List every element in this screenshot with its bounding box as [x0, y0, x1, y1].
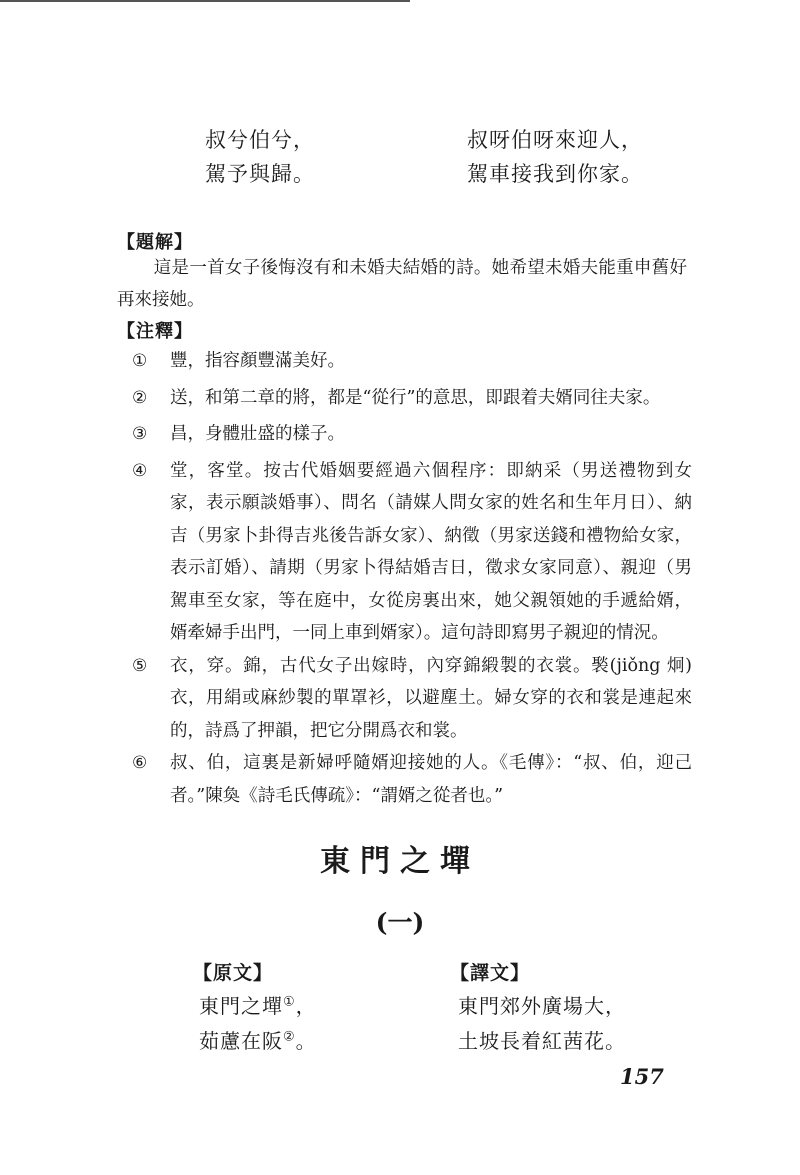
note-item	[132, 650, 692, 748]
note-number: ②	[132, 387, 148, 408]
tijie-label: 【題解】	[117, 232, 193, 253]
note-item	[132, 455, 692, 650]
note-text: 昌，身體壯盛的樣子。	[170, 424, 345, 444]
note-text: 送，和第二章的將，都是“從行”的意思，即跟着夫婿同往夫家。	[170, 387, 661, 408]
poem-title: 東門之墠	[320, 844, 480, 879]
poem-part-number: (一)	[375, 908, 425, 937]
note-item	[132, 747, 692, 812]
note-text: 堂，客堂。按古代婚姻要經過六個程序：即納采（男送禮物到女家，表示願談婚事）、問名（請媒人問女家的姓名和生年月日）、納吉（男家卜卦得吉兆後告訴女家）、納徵（男家送錢和禮物給女家，表示訂婚）、請期（男家卜得結婚吉日，徵求女家同意）、親迎（男駕車至女家，等在庭中，女從房裏出來，她父親領她的手遞給婿，婿牽婦手出門，一同上車到婿家）。這句詩即寫男子親迎的情況。	[170, 460, 692, 643]
original-line-text: 東門之墠	[199, 994, 283, 1018]
footnote-marker[interactable]: ①	[283, 994, 296, 1010]
original-text-label: 【原文】	[193, 962, 274, 984]
note-item	[132, 418, 692, 451]
tijie-text: 這是一首女子後悔沒有和未婚夫結婚的詩。她希望未婚夫能重申舊好再來接她。	[117, 258, 687, 310]
original-line-2	[199, 1025, 317, 1054]
note-text: 衣，穿。錦，古代女子出嫁時，內穿錦緞製的衣裳。褧(jiǒng 炯)衣，用絹或麻紗製的單罩衫，以避塵土。婦女穿的衣和裳是連起來的，詩爲了押韻，把它分開爲衣和裳。	[170, 655, 692, 741]
translation-label: 【譯文】	[450, 962, 531, 984]
translation-line-1: 東門郊外廣場大，	[458, 994, 626, 1018]
note-text: 豐，指容顏豐滿美好。	[170, 351, 345, 371]
note-number: ⑥	[132, 753, 148, 773]
note-text: 叔、伯，這裏是新婦呼隨婿迎接她的人。《毛傳》：“叔、伯，迎己者。”陳奐《詩毛氏傳疏》：“謂婿之從者也。”	[170, 753, 692, 806]
note-item	[132, 382, 692, 415]
page-number: 157	[620, 1064, 664, 1089]
original-line-1	[199, 990, 317, 1019]
poem-translation-line-1: 叔呀伯呀來迎人，	[467, 128, 643, 152]
translation-line-2: 土坡長着紅茜花。	[458, 1029, 626, 1053]
top-rule	[0, 0, 410, 2]
original-line-punct: 。	[295, 1029, 317, 1053]
note-number: ④	[132, 460, 148, 481]
zhushi-label: 【注釋】	[117, 321, 193, 342]
poem-original-line-2: 駕予與歸。	[205, 162, 315, 186]
note-number: ③	[132, 424, 148, 444]
notes-list	[132, 345, 692, 812]
poem-translation-line-2: 駕車接我到你家。	[467, 162, 643, 186]
note-number: ⑤	[132, 655, 148, 676]
poem-original-line-1: 叔兮伯兮，	[205, 128, 315, 152]
footnote-marker[interactable]: ②	[283, 1029, 296, 1045]
note-item	[132, 345, 692, 378]
original-line-punct: ，	[295, 994, 317, 1018]
note-number: ①	[132, 351, 148, 371]
original-line-text: 茹藘在阪	[199, 1029, 283, 1053]
